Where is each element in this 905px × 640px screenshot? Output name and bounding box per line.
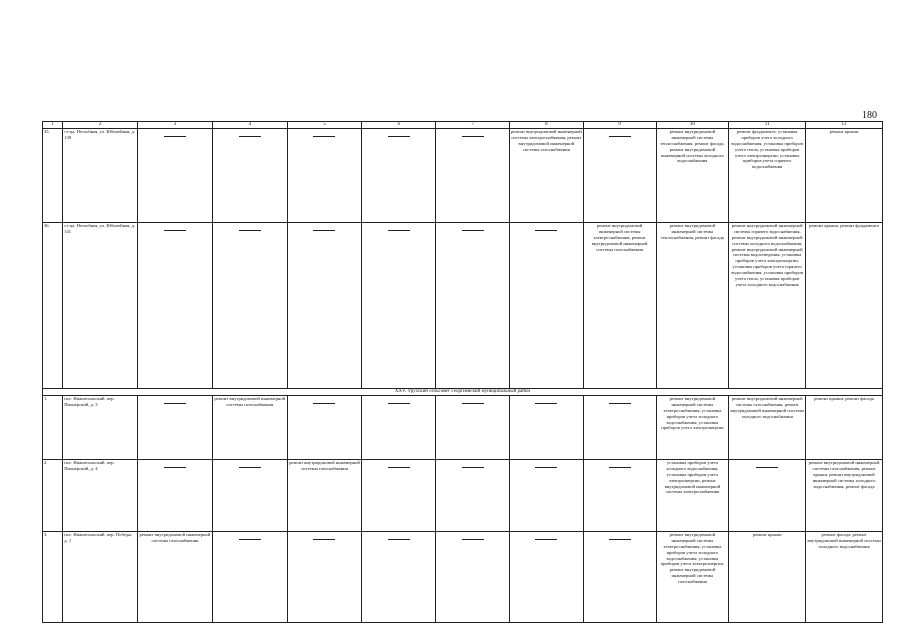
work-cell: ремонт фасада, ремонт внутридомовой инженерной системы холодного водоснабжения bbox=[806, 532, 883, 623]
empty-cell bbox=[362, 223, 436, 389]
dash-mark bbox=[313, 539, 335, 540]
work-cell: ремонт внутридомовой инженерной системы газоснабжения bbox=[212, 396, 287, 460]
empty-cell bbox=[729, 460, 806, 532]
dash-mark bbox=[239, 539, 261, 540]
page-number: 180 bbox=[862, 110, 877, 121]
empty-cell bbox=[436, 129, 510, 223]
capital-repair-table bbox=[42, 121, 883, 623]
empty-cell bbox=[436, 532, 510, 623]
work-cell: ремонт внутридомовой инженерной системы электроснабжения, ремонт внутридомовой инженерной системы газоснабжения bbox=[509, 129, 583, 223]
empty-cell bbox=[362, 532, 436, 623]
address-cell: пос. Нижнезольский, пер. Пионерский, д. 4 bbox=[63, 460, 138, 532]
row-number: 36. bbox=[43, 223, 63, 389]
column-header: 8 bbox=[509, 122, 583, 129]
work-cell: ремонт внутридомовой инженерной системы горячего водоснабжения, ремонт внутридомовой инженерной системы холодного водоснабжения, ремонт внутридомовой инженерной системы водоотведения, установка приборов учета электроэнергии, установка приборов учета горячего водоснабжения, установка приборов учета тепла, установка приборов учета холодного водоснабжения bbox=[729, 223, 806, 389]
row-number: 3. bbox=[43, 532, 63, 623]
work-cell: ремонт крыши, ремонт фундамента bbox=[806, 223, 883, 389]
work-cell: ремонт внутридомовой инженерной системы теплоснабжения, ремонт фасада bbox=[656, 223, 729, 389]
dash-mark bbox=[313, 136, 335, 137]
section-row bbox=[43, 389, 883, 396]
dash-mark bbox=[462, 136, 484, 137]
empty-cell bbox=[583, 129, 656, 223]
dash-mark bbox=[164, 403, 186, 404]
work-cell: ремонт крыши bbox=[806, 129, 883, 223]
empty-cell bbox=[287, 396, 362, 460]
work-cell: ремонт крыши, ремонт фасада bbox=[806, 396, 883, 460]
empty-cell bbox=[212, 460, 287, 532]
dash-mark bbox=[535, 539, 557, 540]
work-cell: ремонт внутридомовой инженерной системы электроснабжения, ремонт внутридомовой инженерной системы газоснабжения bbox=[583, 223, 656, 389]
dash-mark bbox=[609, 467, 631, 468]
row-number: 2. bbox=[43, 460, 63, 532]
dash-mark bbox=[164, 467, 186, 468]
column-header: 5 bbox=[287, 122, 362, 129]
empty-cell bbox=[583, 532, 656, 623]
work-cell: ремонт внутридомовой инженерной системы газоснабжения bbox=[287, 460, 362, 532]
table-row bbox=[43, 532, 883, 623]
work-cell: ремонт внутридомовой инженерной системы газоснабжения bbox=[138, 532, 213, 623]
empty-cell bbox=[509, 223, 583, 389]
empty-cell bbox=[436, 396, 510, 460]
row-number: 35. bbox=[43, 129, 63, 223]
column-header: 9 bbox=[583, 122, 656, 129]
work-cell: ремонт внутридомовой инженерной системы газоснабжения, ремонт внутридомовой инженерной системы холодного водоснабжения bbox=[729, 396, 806, 460]
work-cell: ремонт внутридомовой инженерной системы газоснабжения, ремонт крыши, ремонт внутридомовой инженерной системы холодного водоснабжения, ремонт фасада bbox=[806, 460, 883, 532]
dash-mark bbox=[535, 467, 557, 468]
empty-cell bbox=[509, 532, 583, 623]
dash-mark bbox=[239, 136, 261, 137]
table-row bbox=[43, 396, 883, 460]
work-cell: ремонт внутридомовой инженерной системы теплоснабжения, ремонт фасада, ремонт внутридомовой инженерной системы холодного водоснабжения bbox=[656, 129, 729, 223]
dash-mark bbox=[388, 467, 410, 468]
dash-mark bbox=[462, 403, 484, 404]
dash-mark bbox=[388, 539, 410, 540]
empty-cell bbox=[138, 129, 213, 223]
work-cell: ремонт внутридомовой инженерной системы электроснабжения, установка приборов учета холодного водоснабжения, установка приборов учета электроэнергии bbox=[656, 396, 729, 460]
address-cell: ст-ца. Незлобная, ул. Юбилейная, д. 141 bbox=[63, 223, 138, 389]
column-header: 1 bbox=[43, 122, 63, 129]
empty-cell bbox=[362, 460, 436, 532]
dash-mark bbox=[609, 136, 631, 137]
work-cell: ремонт фундамента, установка приборов учета холодного водоснабжения, установка приборов учета тепла, установка приборов учета электроэнергии, установка приборов учета горячего водоснабжения bbox=[729, 129, 806, 223]
empty-cell bbox=[287, 223, 362, 389]
empty-cell bbox=[583, 460, 656, 532]
work-cell: установка приборов учета холодного водоснабжения, установка приборов учета электроэнергии, ремонт внутридомовой инженерной системы электроснабжения bbox=[656, 460, 729, 532]
dash-mark bbox=[164, 136, 186, 137]
dash-mark bbox=[535, 230, 557, 231]
empty-cell bbox=[287, 532, 362, 623]
dash-mark bbox=[239, 467, 261, 468]
dash-mark bbox=[756, 467, 778, 468]
dash-mark bbox=[313, 403, 335, 404]
dash-mark bbox=[239, 230, 261, 231]
empty-cell bbox=[436, 460, 510, 532]
address-cell: пос. Нижнезольский, пер. Победы, д. 1 bbox=[63, 532, 138, 623]
column-header: 3 bbox=[138, 122, 213, 129]
column-header: 11 bbox=[729, 122, 806, 129]
section-title: XXV. Урухский сельсовет Георгиевский муниципальный район bbox=[43, 389, 883, 396]
empty-cell bbox=[583, 396, 656, 460]
address-cell: пос. Нижнезольский, пер. Пионерский, д. 3 bbox=[63, 396, 138, 460]
empty-cell bbox=[212, 532, 287, 623]
column-header: 7 bbox=[436, 122, 510, 129]
empty-cell bbox=[362, 129, 436, 223]
dash-mark bbox=[609, 403, 631, 404]
dash-mark bbox=[164, 230, 186, 231]
row-number: 1. bbox=[43, 396, 63, 460]
column-header-row bbox=[43, 122, 883, 129]
table-row bbox=[43, 460, 883, 532]
empty-cell bbox=[138, 223, 213, 389]
empty-cell bbox=[212, 223, 287, 389]
column-header: 4 bbox=[212, 122, 287, 129]
empty-cell bbox=[287, 129, 362, 223]
dash-mark bbox=[388, 403, 410, 404]
table-row bbox=[43, 129, 883, 223]
dash-mark bbox=[462, 467, 484, 468]
column-header: 10 bbox=[656, 122, 729, 129]
column-header: 6 bbox=[362, 122, 436, 129]
dash-mark bbox=[535, 403, 557, 404]
empty-cell bbox=[509, 396, 583, 460]
work-cell: ремонт внутридомовой инженерной системы электроснабжения, установка приборов учета холодного водоснабжения, установка приборов учета электроэнергии, ремонт внутридомовой инженерной системы газоснабжения bbox=[656, 532, 729, 623]
empty-cell bbox=[436, 223, 510, 389]
empty-cell bbox=[138, 460, 213, 532]
dash-mark bbox=[388, 136, 410, 137]
column-header: 12 bbox=[806, 122, 883, 129]
address-cell: ст-ца. Незлобная, ул. Юбилейная, д. 139 bbox=[63, 129, 138, 223]
empty-cell bbox=[212, 129, 287, 223]
dash-mark bbox=[388, 230, 410, 231]
dash-mark bbox=[462, 230, 484, 231]
empty-cell bbox=[362, 396, 436, 460]
column-header: 2 bbox=[63, 122, 138, 129]
empty-cell bbox=[509, 460, 583, 532]
table-row bbox=[43, 223, 883, 389]
dash-mark bbox=[313, 230, 335, 231]
dash-mark bbox=[609, 539, 631, 540]
empty-cell bbox=[138, 396, 213, 460]
work-cell: ремонт крыши bbox=[729, 532, 806, 623]
dash-mark bbox=[462, 539, 484, 540]
